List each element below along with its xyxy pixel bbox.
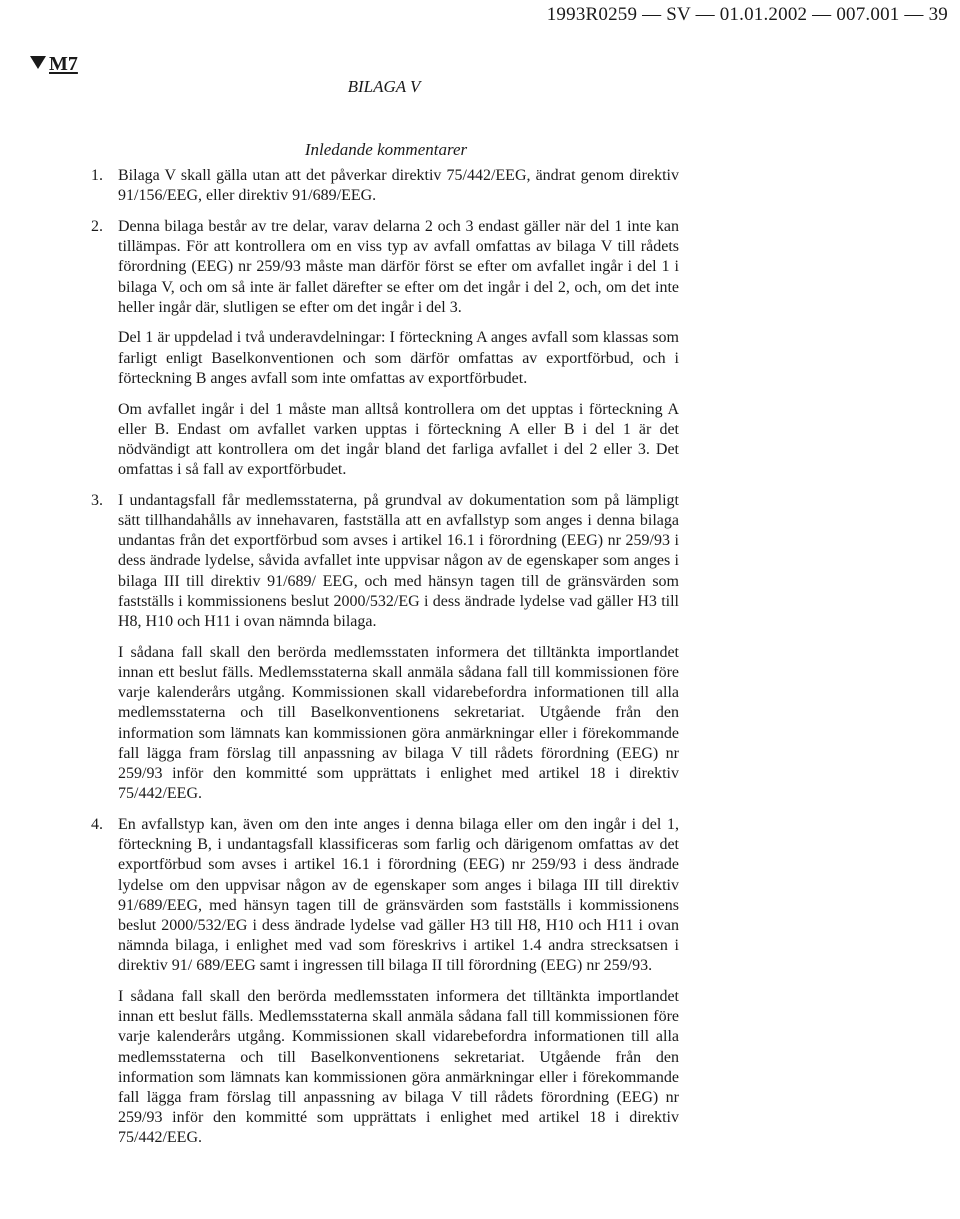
paragraph: En avfallstyp kan, även om den inte anges i denna bilaga eller om den ingår i del 1, förteckning B, i undantagsfall klassificeras som farlig och därigenom omfattas av det exportförbud som avses i artikel 16.1 i förordning (EEG) nr 259/93 i dess ändrade lydelse om den uppvisar någon av de egenskaper som anges i bilaga III till direktiv 91/689/EEG, med hänsyn tagen till de gränsvärden som fastställs i kommissionens beslut 2000/532/EG i dess ändrade lydelse vad gäller H3 till H8, H10 och H11 i ovan nämnda bilaga, i enlighet med vad som föreskrivs i artikel 1.4 andra strecksatsen i direktiv 91/ 689/EEG samt i ingressen till bilaga II till förordning (EEG) nr 259/93.	[118, 815, 679, 975]
document-body	[91, 166, 679, 1149]
item-number: 4.	[91, 815, 103, 833]
page-header: 1993R0259 — SV — 01.01.2002 — 007.001 — 39	[546, 4, 948, 25]
item-number: 3.	[91, 491, 103, 509]
paragraph: I undantagsfall får medlemsstaterna, på grundval av dokumentation som på lämpligt sätt tillhandahålls av innehavaren, fastställa att en avfallstyp som anges i denna bilaga undantas från det exportförbud som avses i artikel 16.1 i förordning (EEG) nr 259/93 i dess ändrade lydelse, såvida avfallet inte uppvisar någon av de egenskaper som anges i bilaga III till direktiv 91/689/ EEG, och med hänsyn tagen till de gränsvärden som fastställs i kommissionens beslut 2000/532/EG i dess ändrade lydelse vad gäller H3 till H8, H10 och H11 i ovan nämnda bilaga.	[118, 491, 679, 631]
numbered-item	[91, 815, 679, 1149]
paragraph: Denna bilaga består av tre delar, varav delarna 2 och 3 endast gäller när del 1 inte kan tillämpas. För att kontrollera om en viss typ av avfall omfattas av bilaga V till rådets förordning (EEG) nr 259/93 måste man därför först se efter om avfallet ingår i del 1 i bilaga V, och om så inte är fallet därefter se efter om det ingår i del 2, och, om det inte heller ingår där, slutligen se efter om det ingår i del 3.	[118, 217, 679, 316]
annex-title: BILAGA V	[347, 77, 421, 96]
amendment-code: M7	[49, 53, 78, 75]
item-number: 2.	[91, 217, 103, 235]
amendment-marker	[30, 53, 78, 76]
paragraph: I sådana fall skall den berörda medlemsstaten informera det tilltänkta importlandet innan ett beslut fälls. Medlemsstaterna skall anmäla sådana fall till kommissionen före varje kalenderårs utgång. Kommissionen skall vidarebefordra informationen till alla medlemsstaterna och till Baselkonventionens sekretariat. Utgående från den information som lämnats kan kommissionen göra anmärkningar eller i förekommande fall lägga fram förslag till anpassning av bilaga V till rådets förordning (EEG) nr 259/93 inför den kommitté som upprättats i enlighet med artikel 18 i direktiv 75/442/EEG.	[118, 988, 679, 1147]
section-subtitle: Inledande kommentarer	[304, 140, 468, 159]
paragraph: I sådana fall skall den berörda medlemsstaten informera det tilltänkta importlandet innan ett beslut fälls. Medlemsstaterna skall anmäla sådana fall till kommissionen före varje kalenderårs utgång. Kommissionen skall vidarebefordra informationen till alla medlemsstaterna och till Baselkonventionens sekretariat. Utgående från den information som lämnats kan kommissionen göra anmärkningar eller i förekommande fall lägga fram förslag till anpassning av bilaga V till rådets förordning (EEG) nr 259/93 inför den kommitté som upprättats i enlighet med artikel 18 i direktiv 75/442/EEG.	[118, 643, 679, 803]
item-number: 1.	[91, 167, 103, 184]
paragraph: Del 1 är uppdelad i två underavdelningar: I förteckning A anges avfall som klassas som farligt enligt Baselkonventionen och som därför omfattas av exportförbud, och i förteckning B anges avfall som inte omfattas av exportförbudet.	[118, 329, 679, 387]
triangle-down-icon	[30, 56, 46, 69]
paragraph: Bilaga V skall gälla utan att det påverkar direktiv 75/442/EEG, ändrat genom direktiv 91/156/EEG, eller direktiv 91/689/EEG.	[118, 167, 679, 205]
numbered-item	[91, 217, 679, 480]
paragraph: Om avfallet ingår i del 1 måste man alltså kontrollera om det upptas i förteckning A eller B. Endast om avfallet varken upptas i förteckning A eller B i del 1 är det nödvändigt att kontrollera om det ingår bland det farliga avfallet i del 2 eller 3. Det omfattas i så fall av exportförbudet.	[118, 400, 679, 479]
numbered-item	[91, 491, 679, 805]
numbered-item	[91, 166, 679, 206]
